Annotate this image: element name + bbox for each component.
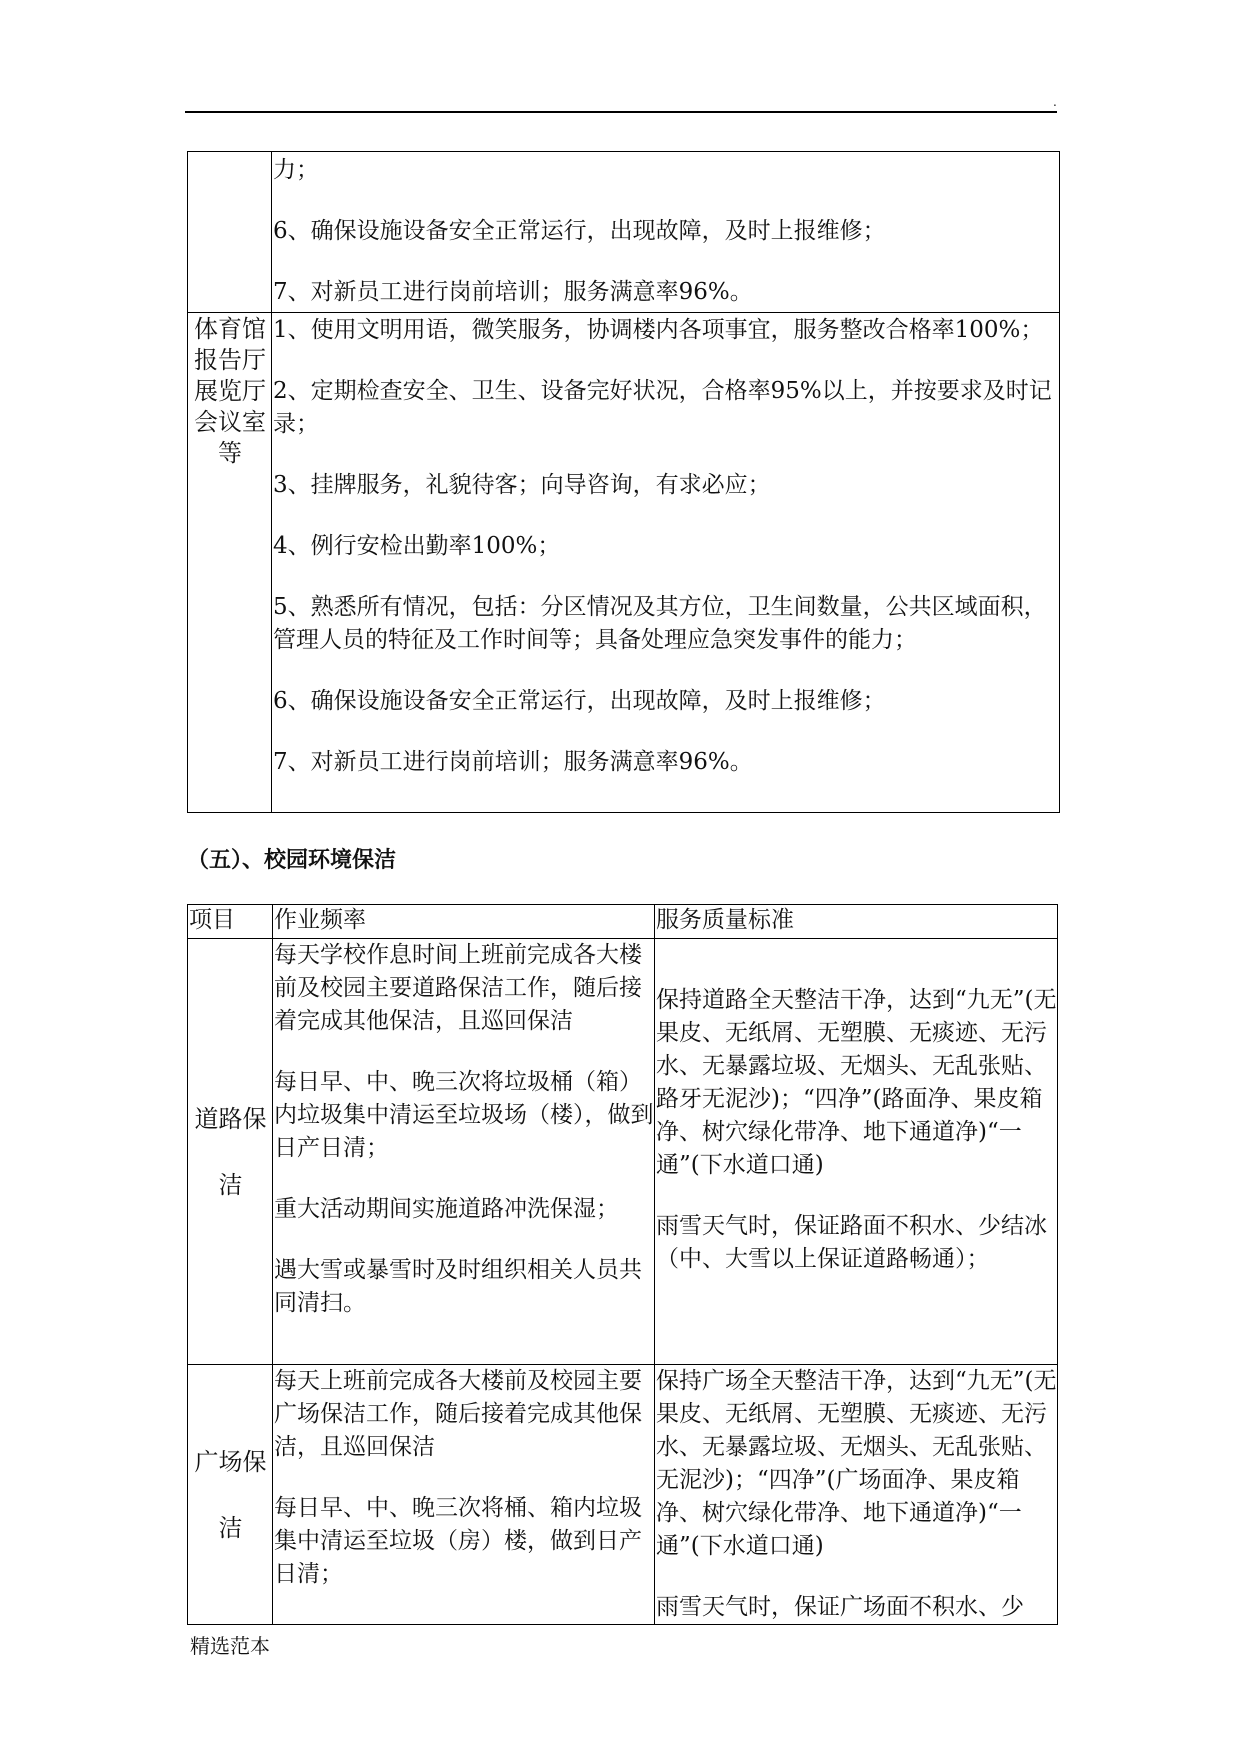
frequency-item: 每天学校作息时间上班前完成各大楼前及校园主要道路保洁工作，随后接着完成其他保洁，且巡回保洁: [274, 942, 642, 1034]
frequency-item: 每日早、中、晚三次将垃圾桶（箱）内垃圾集中清运至垃圾场（楼），做到日产日清；: [274, 1069, 654, 1161]
standard-item: 3、挂牌服务，礼貌待客；向导咨询，有求必应；: [273, 472, 771, 498]
standard-item: 保持广场全天整洁干净，达到“九无”(无果皮、无纸屑、无塑膜、无痰迹、无污水、无暴露垃圾、无烟头、无乱张贴、无泥沙)；“四净”(广场面净、果皮箱净、树穴绿化带净、地下通道净)“一通”(下水道口通): [656, 1368, 1057, 1559]
standard-cell: [655, 939, 1058, 1365]
standard-item: 5、熟悉所有情况，包括：分区情况及其方位，卫生间数量，公共区域面积，管理人员的特征及工作时间等；具备处理应急突发事件的能力；: [273, 594, 1047, 653]
standard-item: 7、对新员工进行岗前培训；服务满意率96%。: [273, 279, 753, 305]
header-rule: [185, 111, 1057, 113]
frequency-item: 每日早、中、晚三次将桶、箱内垃圾集中清运至垃圾（房）楼，做到日产日清；: [274, 1495, 642, 1587]
service-standards-table: [187, 151, 1060, 813]
standard-item: 7、对新员工进行岗前培训；服务满意率96%。: [273, 749, 753, 775]
header-marker: .: [1053, 95, 1057, 109]
frequency-item: 遇大雪或暴雪时及时组织相关人员共同清扫。: [274, 1257, 642, 1316]
venue-label-cell: [188, 152, 272, 313]
item-cell: 道路保洁: [188, 939, 273, 1365]
standard-item: 雨雪天气时，保证广场面不积水、少: [656, 1594, 1024, 1620]
standard-item: 雨雪天气时，保证路面不积水、少结冰（中、大雪以上保证道路畅通）；: [656, 1213, 1047, 1272]
standard-item: 1、使用文明用语，微笑服务，协调楼内各项事宜，服务整改合格率100%；: [273, 317, 1044, 343]
standards-cell: [272, 152, 1060, 313]
section-title: （五）、校园环境保洁: [187, 848, 397, 873]
table-row: [188, 313, 1060, 813]
frequency-item: 每天上班前完成各大楼前及校园主要广场保洁工作，随后接着完成其他保洁，且巡回保洁: [274, 1368, 642, 1460]
standard-item: 2、定期检查安全、卫生、设备完好状况，合格率95%以上，并按要求及时记录；: [273, 378, 1052, 437]
column-header-item: 项目: [188, 905, 273, 939]
frequency-item: 重大活动期间实施道路冲洗保湿；: [274, 1196, 619, 1222]
standard-cell: [655, 1365, 1058, 1625]
table-row: [188, 939, 1058, 1365]
frequency-cell: [273, 1365, 655, 1625]
standard-item: 4、例行安检出勤率100%；: [273, 533, 561, 559]
standards-cell: [272, 313, 1060, 813]
table-row: [188, 1365, 1058, 1625]
column-header-frequency: 作业频率: [273, 905, 655, 939]
standard-item: 6、确保设施设备安全正常运行，出现故障，及时上报维修；: [273, 688, 886, 714]
footer-text: 精选范本: [190, 1634, 270, 1658]
venue-label-cell: 体育馆报告厅展览厅会议室等: [188, 313, 272, 813]
standard-item: 6、确保设施设备安全正常运行，出现故障，及时上报维修；: [273, 218, 886, 244]
table-header-row: [188, 905, 1058, 939]
standard-item: 保持道路全天整洁干净，达到“九无”(无果皮、无纸屑、无塑膜、无痰迹、无污水、无暴露垃圾、无烟头、无乱张贴、路牙无泥沙)；“四净”(路面净、果皮箱净、树穴绿化带净、地下通道净)“一通”(下水道口通): [656, 987, 1057, 1178]
standard-item: 力；: [273, 157, 319, 183]
frequency-cell: [273, 939, 655, 1365]
cleaning-table: [187, 904, 1058, 1625]
column-header-standard: 服务质量标准: [655, 905, 1058, 939]
item-cell: 广场保洁: [188, 1365, 273, 1625]
table-row: [188, 152, 1060, 313]
